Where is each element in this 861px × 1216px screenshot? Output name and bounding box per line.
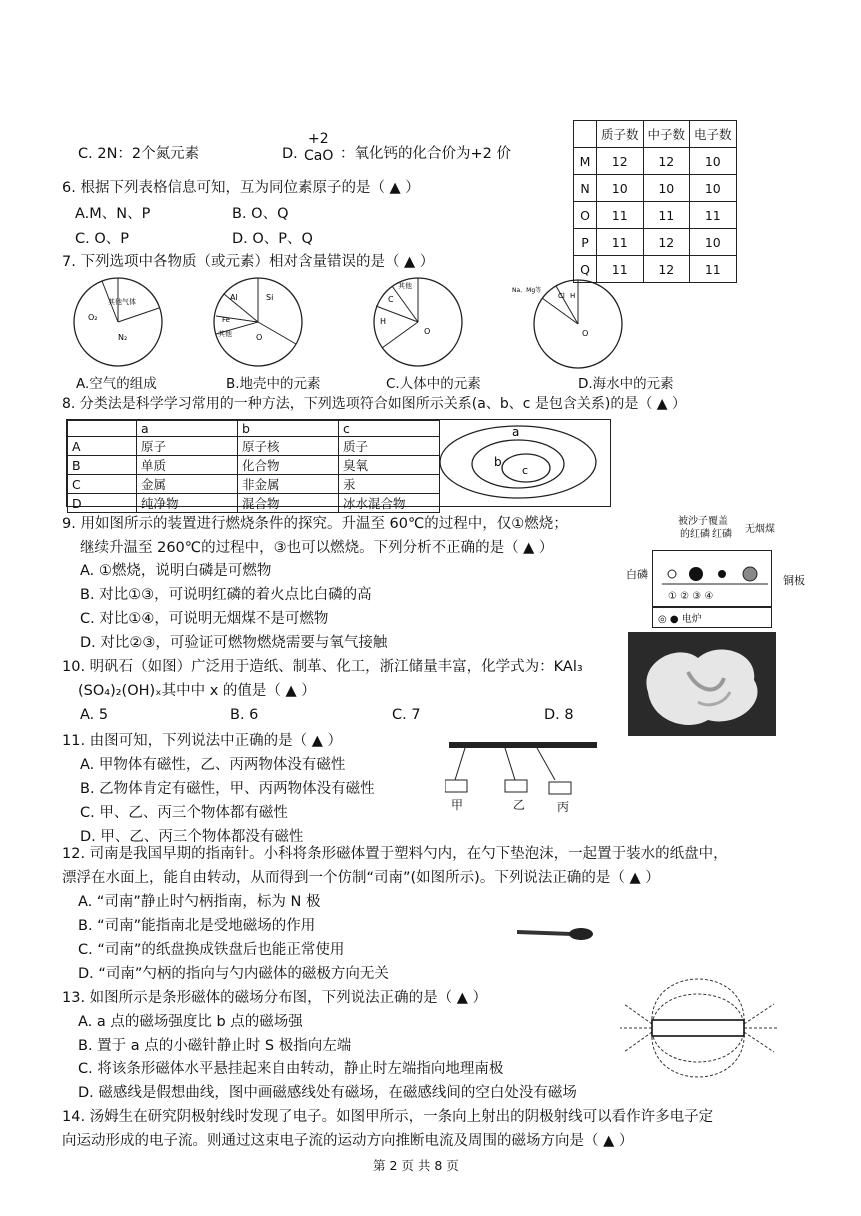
cls-cell: 化合物 [238,456,339,475]
cls-cell: B [68,456,137,475]
q9-option-d: D. 对比②③，可验证可燃物燃烧需要与氧气接触 [80,635,388,651]
circle-label-c: c [522,464,529,477]
cls-cell: 质子 [339,437,440,456]
pie-air [60,274,180,374]
q13-option-b: B. 置于 a 点的小磁针静止时 S 极指向左端 [78,1038,352,1054]
pie-crust-label-al: Al [230,293,238,302]
iso-cell: M [574,148,597,175]
cls-cell: 非金属 [238,475,339,494]
iso-cell: P [574,229,597,256]
pie-body-label-other: 其他 [398,282,412,290]
q10-option-c: C. 7 [392,707,421,723]
q7-stem: 7. 下列选项中各物质（或元素）相对含量错误的是（ ▲ ） [62,254,435,270]
iso-cell: O [574,202,597,229]
q9-option-c: C. 对比①④，可说明无烟煤不是可燃物 [80,611,329,627]
q10-option-a: A. 5 [80,707,109,723]
q5-option-d-prefix: D. [282,146,298,162]
cls-cell: 汞 [339,475,440,494]
magnet-label-bing: 丙 [557,800,570,814]
iso-cell: 10 [643,175,690,202]
iso-cell: 12 [597,148,644,175]
q13-stem: 13. 如图所示是条形磁体的磁场分布图，下列说法正确的是（ ▲ ） [62,990,488,1006]
pie-body [360,274,480,374]
iso-header-cell [574,121,597,148]
cls-cell: 原子核 [238,437,339,456]
classification-table [67,420,440,513]
cls-cell: 臭氧 [339,456,440,475]
iso-cell: 10 [690,175,737,202]
iso-cell: 10 [690,229,737,256]
iso-cell: 11 [690,256,737,283]
q9-option-b: B. 对比①③，可说明红磷的着火点比白磷的高 [80,587,372,603]
pie-sea-label-h: H [570,292,576,300]
q10-stem-line2: (SO₄)₂(OH)ₓ其中中 x 的值是（ ▲ ） [78,683,316,699]
iso-cell: 11 [690,202,737,229]
q7-caption-a: A.空气的组成 [76,376,157,392]
q12-option-d: D. “司南”勺柄的指向与勺内磁体的磁极方向无关 [78,966,389,982]
q12-stem-line1: 12. 司南是我国早期的指南针。小科将条形磁体置于塑料勺内，在勺下垫泡沫，一起置于装水的纸盘中， [62,846,728,862]
circle-label-b: b [494,455,502,469]
fig9-label-white-p: 白磷 [626,568,648,581]
q5-option-d-text: ：氧化钙的化合价为+2 价 [340,146,511,162]
pie-sea-label-namg: Na、Mg等 [512,287,542,294]
pie-sea-label-cl: Cl [558,292,565,300]
iso-cell: Q [574,256,597,283]
iso-header-cell: 质子数 [597,121,644,148]
circle-label-a: a [512,425,520,439]
q6-option-a: A.M、N、P [75,206,151,222]
q7-caption-b: B.地壳中的元素 [226,376,321,392]
pie-air-label-n2: N₂ [118,333,128,342]
iso-cell: 12 [643,148,690,175]
iso-header-cell: 中子数 [643,121,690,148]
cls-cell: 冰水混合物 [339,494,440,513]
cls-cell: 单质 [137,456,238,475]
q12-option-b: B. “司南”能指南北是受地磁场的作用 [78,918,316,934]
pie-crust-label-si: Si [266,293,274,302]
q11-option-b: B. 乙物体肯定有磁性，甲、丙两物体没有磁性 [80,781,375,797]
fig9-label-copper: 铜板 [783,574,805,587]
cls-cell: C [68,475,137,494]
fig9-label-red-p: 红磷 [712,529,732,540]
page-footer: 第 2 页 共 8 页 [373,1158,459,1173]
q11-option-c: C. 甲、乙、丙三个物体都有磁性 [80,805,288,821]
pie-seawater [512,274,632,374]
fig9-sample-numbers: ① ② ③ ④ [668,591,714,602]
q14-stem-line2: 向运动形成的电子流。则通过这束电子流的运动方向推断电流及周围的磁场方向是（ ▲ ） [62,1133,634,1149]
q9-stem-line1: 9. 用如图所示的装置进行燃烧条件的探究。升温至 60℃的过程中，仅①燃烧； [62,516,568,532]
alunite-photo [628,632,776,736]
iso-cell: 11 [643,202,690,229]
q7-caption-d: D.海水中的元素 [578,376,674,392]
fig9-label-coal: 无烟煤 [745,524,775,535]
cls-cell [68,421,137,437]
magnet-label-yi: 乙 [513,798,526,812]
fig9-label-covered: 被沙子覆盖 [678,516,728,527]
cls-cell: a [137,421,238,437]
q11-option-a: A. 甲物体有磁性，乙、丙两物体没有磁性 [80,757,346,773]
pie-sea-label-o: O [582,329,589,338]
cls-cell: D [68,494,137,513]
pie-crust-label-o: O [256,333,263,342]
q10-stem-line1: 10. 明矾石（如图）广泛用于造纸、制革、化工，浙江储量丰富，化学式为：KAl₃ [62,659,583,675]
iso-cell: 12 [643,256,690,283]
cls-cell: 金属 [137,475,238,494]
q12-option-a: A. “司南”静止时勺柄指南，标为 N 极 [78,894,321,910]
q13-option-c: C. 将该条形磁体水平悬挂起来自由转动，静止时左端指向地理南极 [78,1061,504,1077]
pie-body-label-c: C [388,295,394,304]
bar-magnet-field-figure [618,974,780,1082]
iso-cell: 10 [597,175,644,202]
magnet-label-jia: 甲 [451,798,464,812]
cls-cell: 原子 [137,437,238,456]
pie-crust [200,274,320,374]
nested-circles-diagram [430,420,608,504]
q6-option-c: C. O、P [75,231,129,247]
pie-air-label-other: 其他气体 [108,298,136,306]
pie-body-label-o: O [424,327,431,336]
iso-cell: 11 [597,202,644,229]
q6-option-d: D. O、P、Q [232,231,313,247]
q14-stem-line1: 14. 汤姆生在研究阴极射线时发现了电子。如图甲所示，一条向上射出的阴极射线可以看作许多电子定 [62,1109,714,1125]
iso-cell: 11 [597,229,644,256]
pie-air-label-o2: O₂ [88,313,98,322]
pie-crust-label-fe: Fe [222,316,230,324]
cls-cell: 混合物 [238,494,339,513]
q13-option-a: A. a 点的磁场强度比 b 点的磁场强 [78,1014,303,1030]
q12-stem-line2: 漂浮在水面上，能自由转动，从而得到一个仿制“司南”(如图所示)。下列说法正确的是（ ▲ ） [62,870,660,886]
q6-option-b: B. O、Q [232,206,289,222]
iso-cell: 12 [643,229,690,256]
cls-cell: A [68,437,137,456]
cls-cell: c [339,421,440,437]
fig9-label-covered-2: 的红磷 [680,529,710,540]
q13-option-d: D. 磁感线是假想曲线，图中画磁感线处有磁场，在磁感线间的空白处没有磁场 [78,1085,577,1101]
q6-stem: 6. 根据下列表格信息可知，互为同位素原子的是（ ▲ ） [62,180,420,196]
q10-option-d: D. 8 [544,707,574,723]
iso-cell: N [574,175,597,202]
cls-cell: 纯净物 [137,494,238,513]
iso-header-cell: 电子数 [690,121,737,148]
q8-stem: 8. 分类法是科学学习常用的一种方法，下列选项符合如图所示关系(a、b、c 是包含关系)的是（ ▲ ） [62,396,687,412]
cls-cell: b [238,421,339,437]
q11-stem: 11. 由图可知，下列说法中正确的是（ ▲ ） [62,733,343,749]
q11-option-d: D. 甲、乙、丙三个物体都没有磁性 [80,829,304,845]
pie-crust-label-other: 其他 [218,330,232,338]
pie-body-label-h: H [380,317,387,326]
iso-cell: 11 [597,256,644,283]
q12-option-c: C. “司南”的纸盘换成铁盘后也能正常使用 [78,942,345,958]
q5-option-d-superscript: +2 [308,131,329,147]
q9-stem-line2: 继续升温至 260℃的过程中，③也可以燃烧。下列分析不正确的是（ ▲ ） [80,540,554,556]
sinan-spoon-photo [515,920,595,946]
q5-option-d-formula: CaO [304,148,334,164]
iso-cell: 10 [690,148,737,175]
q7-caption-c: C.人体中的元素 [386,376,481,392]
q5-option-c: C. 2N：2个氮元素 [78,146,200,162]
isotope-table [573,120,737,283]
fig9-stove-label: ◎ ● 电炉 [658,614,702,625]
q9-option-a: A. ①燃烧，说明白磷是可燃物 [80,563,272,579]
q10-option-b: B. 6 [230,707,259,723]
